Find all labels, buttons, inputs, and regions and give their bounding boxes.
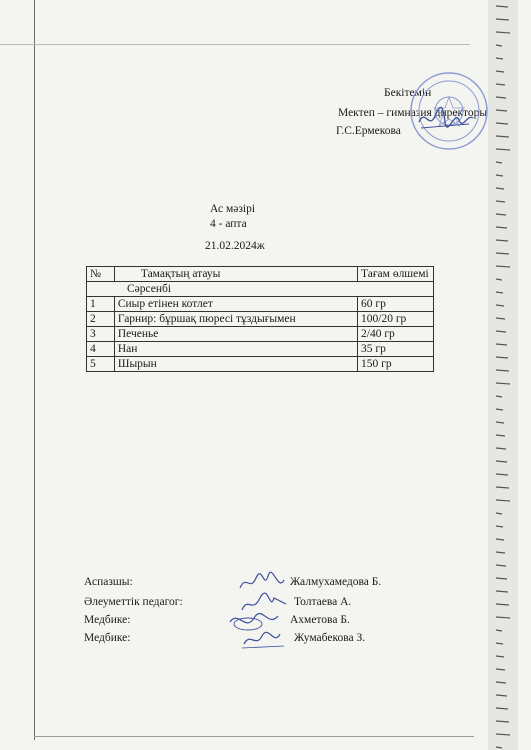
signature-role: Аспазшы: [84,576,133,588]
header-dish-name: Тамақтың атауы [114,267,357,282]
header-portion: Тағам өлшемі [358,267,434,282]
menu-date: 21.02.2024ж [205,240,265,252]
row-portion: 35 гр [358,342,434,357]
row-number: 3 [87,327,115,342]
signature-name: Жалмухамедова Б. [290,576,382,588]
day-name: Сәрсенбі [87,282,434,297]
menu-table [86,266,434,372]
row-number: 4 [87,342,115,357]
row-portion: 100/20 гр [358,312,434,327]
signature-role: Медбике: [84,614,131,626]
director-position: Мектеп – гимназия директоры [338,107,488,119]
menu-week: 4 - апта [210,218,247,230]
row-dish: Гарнир: бұршақ пюресі тұздығымен [114,312,357,327]
table-day-row [87,282,434,297]
row-number: 1 [87,297,115,312]
signature-name: Жумабекова З. [294,632,366,644]
signature-role: Медбике: [84,632,131,644]
menu-title: Ас мәзірі [210,203,256,215]
page-border-top [0,44,470,45]
director-signature-icon [415,100,475,140]
table-row [87,297,434,312]
header-number: № [87,267,115,282]
director-name: Г.С.Ермекова [336,125,401,137]
table-row [87,342,434,357]
page-border-bottom [34,736,474,737]
row-portion: 150 гр [358,357,434,372]
signature-row [84,632,464,648]
row-dish: Печенье [114,327,357,342]
row-dish: Шырын [114,357,357,372]
handwritten-signature-icon [234,626,294,652]
row-number: 5 [87,357,115,372]
signature-role: Әлеуметтік педагог: [84,596,183,608]
table-row [87,312,434,327]
row-dish: Нан [114,342,357,357]
table-row [87,327,434,342]
row-dish: Сиыр етінен котлет [114,297,357,312]
signature-name: Ахметова Б. [290,614,350,626]
approved-label: Бекітемін [384,87,432,99]
row-portion: 60 гр [358,297,434,312]
table-row [87,357,434,372]
table-header-row [87,267,434,282]
row-portion: 2/40 гр [358,327,434,342]
page-border-left [34,0,35,740]
row-number: 2 [87,312,115,327]
signature-name: Толтаева А. [294,596,352,608]
